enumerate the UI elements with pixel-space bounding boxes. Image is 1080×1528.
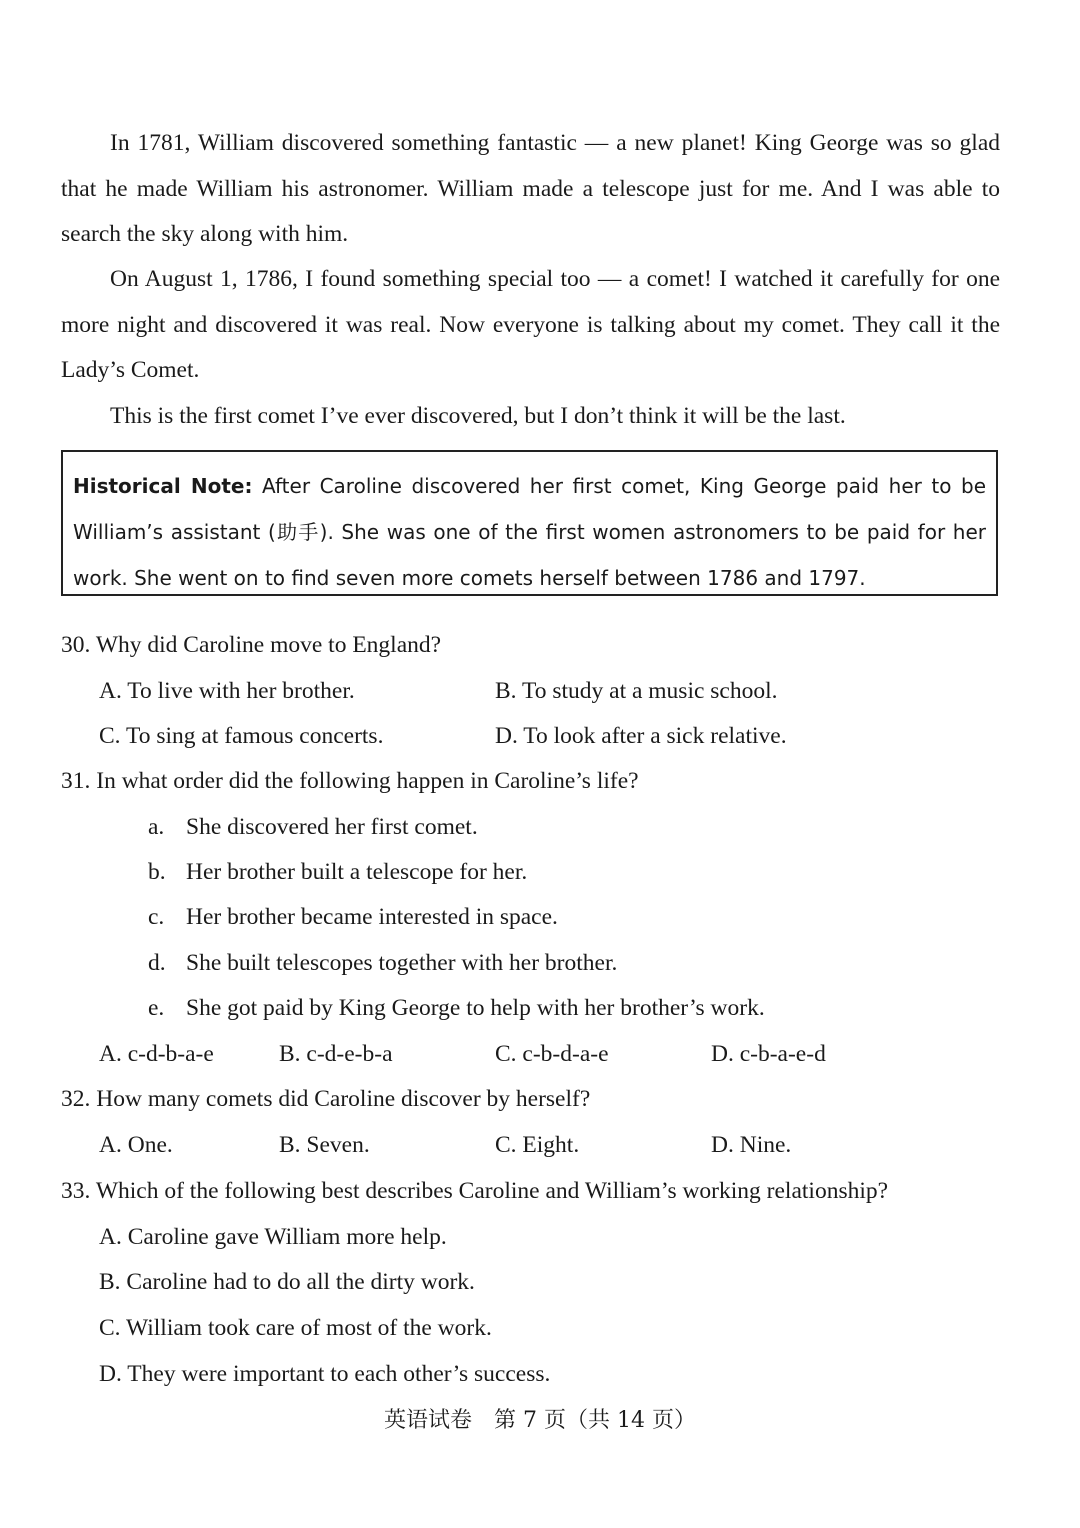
page-footer: 英语试卷 第 7 页（共 14 页）: [384, 1408, 696, 1433]
question-31-event-c: [148, 902, 558, 932]
event-text: She discovered her first comet.: [186, 814, 478, 840]
question-31-event-d: [148, 948, 617, 978]
passage-paragraph-1: In 1781, William discovered something fantastic — a new planet! King George was so glad that he made William his astronomer. William made a telescope just for me. And I was able to search the sky along with him.: [61, 130, 1000, 247]
question-33-option-c: C. William took care of most of the work.: [99, 1315, 492, 1341]
event-letter: b.: [148, 859, 166, 885]
passage-paragraph-3: This is the first comet I’ve ever discovered, but I don’t think it will be the last.: [110, 403, 846, 429]
event-text: Her brother built a telescope for her.: [186, 859, 528, 885]
question-32-option-a: A. One.: [99, 1132, 173, 1158]
question-31-option-b: B. c-d-e-b-a: [279, 1041, 393, 1067]
question-30-option-c: C. To sing at famous concerts.: [99, 723, 384, 749]
question-31-option-a: A. c-d-b-a-e: [99, 1041, 214, 1067]
question-33-option-d: D. They were important to each other’s success.: [99, 1361, 551, 1387]
question-33-option-a: A. Caroline gave William more help.: [99, 1224, 447, 1250]
question-31-option-d: D. c-b-a-e-d: [711, 1041, 826, 1067]
question-32-option-d: D. Nine.: [711, 1132, 792, 1158]
event-text: She built telescopes together with her brother.: [186, 950, 618, 976]
event-letter: a.: [148, 814, 165, 840]
event-text: She got paid by King George to help with her brother’s work.: [186, 995, 765, 1021]
question-31-event-e: [148, 993, 765, 1023]
event-letter: e.: [148, 995, 165, 1021]
question-30-stem: 30. Why did Caroline move to England?: [61, 632, 442, 658]
historical-note-box: [61, 450, 998, 596]
question-32-option-b: B. Seven.: [279, 1132, 370, 1158]
question-31-event-b: [148, 857, 527, 887]
event-text: Her brother became interested in space.: [186, 904, 558, 930]
historical-note-text: After Caroline discovered her first comet, King George paid her to be William’s assistant (助手). She was one of the first women astronomers to be paid for her work. She went on to find seven more comets herself between 1786 and 1797.: [73, 474, 987, 590]
question-32-option-c: C. Eight.: [495, 1132, 580, 1158]
question-32-stem: 32. How many comets did Caroline discover by herself?: [61, 1086, 591, 1112]
event-letter: c.: [148, 904, 165, 930]
question-31-option-c: C. c-b-d-a-e: [495, 1041, 609, 1067]
historical-note-label: Historical Note:: [73, 474, 253, 498]
question-33-stem: 33. Which of the following best describes Caroline and William’s working relationship?: [61, 1178, 889, 1204]
question-33-option-b: B. Caroline had to do all the dirty work.: [99, 1269, 475, 1295]
question-30-option-a: A. To live with her brother.: [99, 678, 355, 704]
question-31-stem: 31. In what order did the following happen in Caroline’s life?: [61, 768, 639, 794]
question-30-option-d: D. To look after a sick relative.: [495, 723, 787, 749]
question-30-option-b: B. To study at a music school.: [495, 678, 778, 704]
passage-paragraph-2: On August 1, 1786, I found something special too — a comet! I watched it carefully for one more night and discovered it was real. Now everyone is talking about my comet. They call it the Lady’s Comet.: [61, 266, 1000, 383]
event-letter: d.: [148, 950, 166, 976]
question-31-event-a: [148, 812, 478, 842]
